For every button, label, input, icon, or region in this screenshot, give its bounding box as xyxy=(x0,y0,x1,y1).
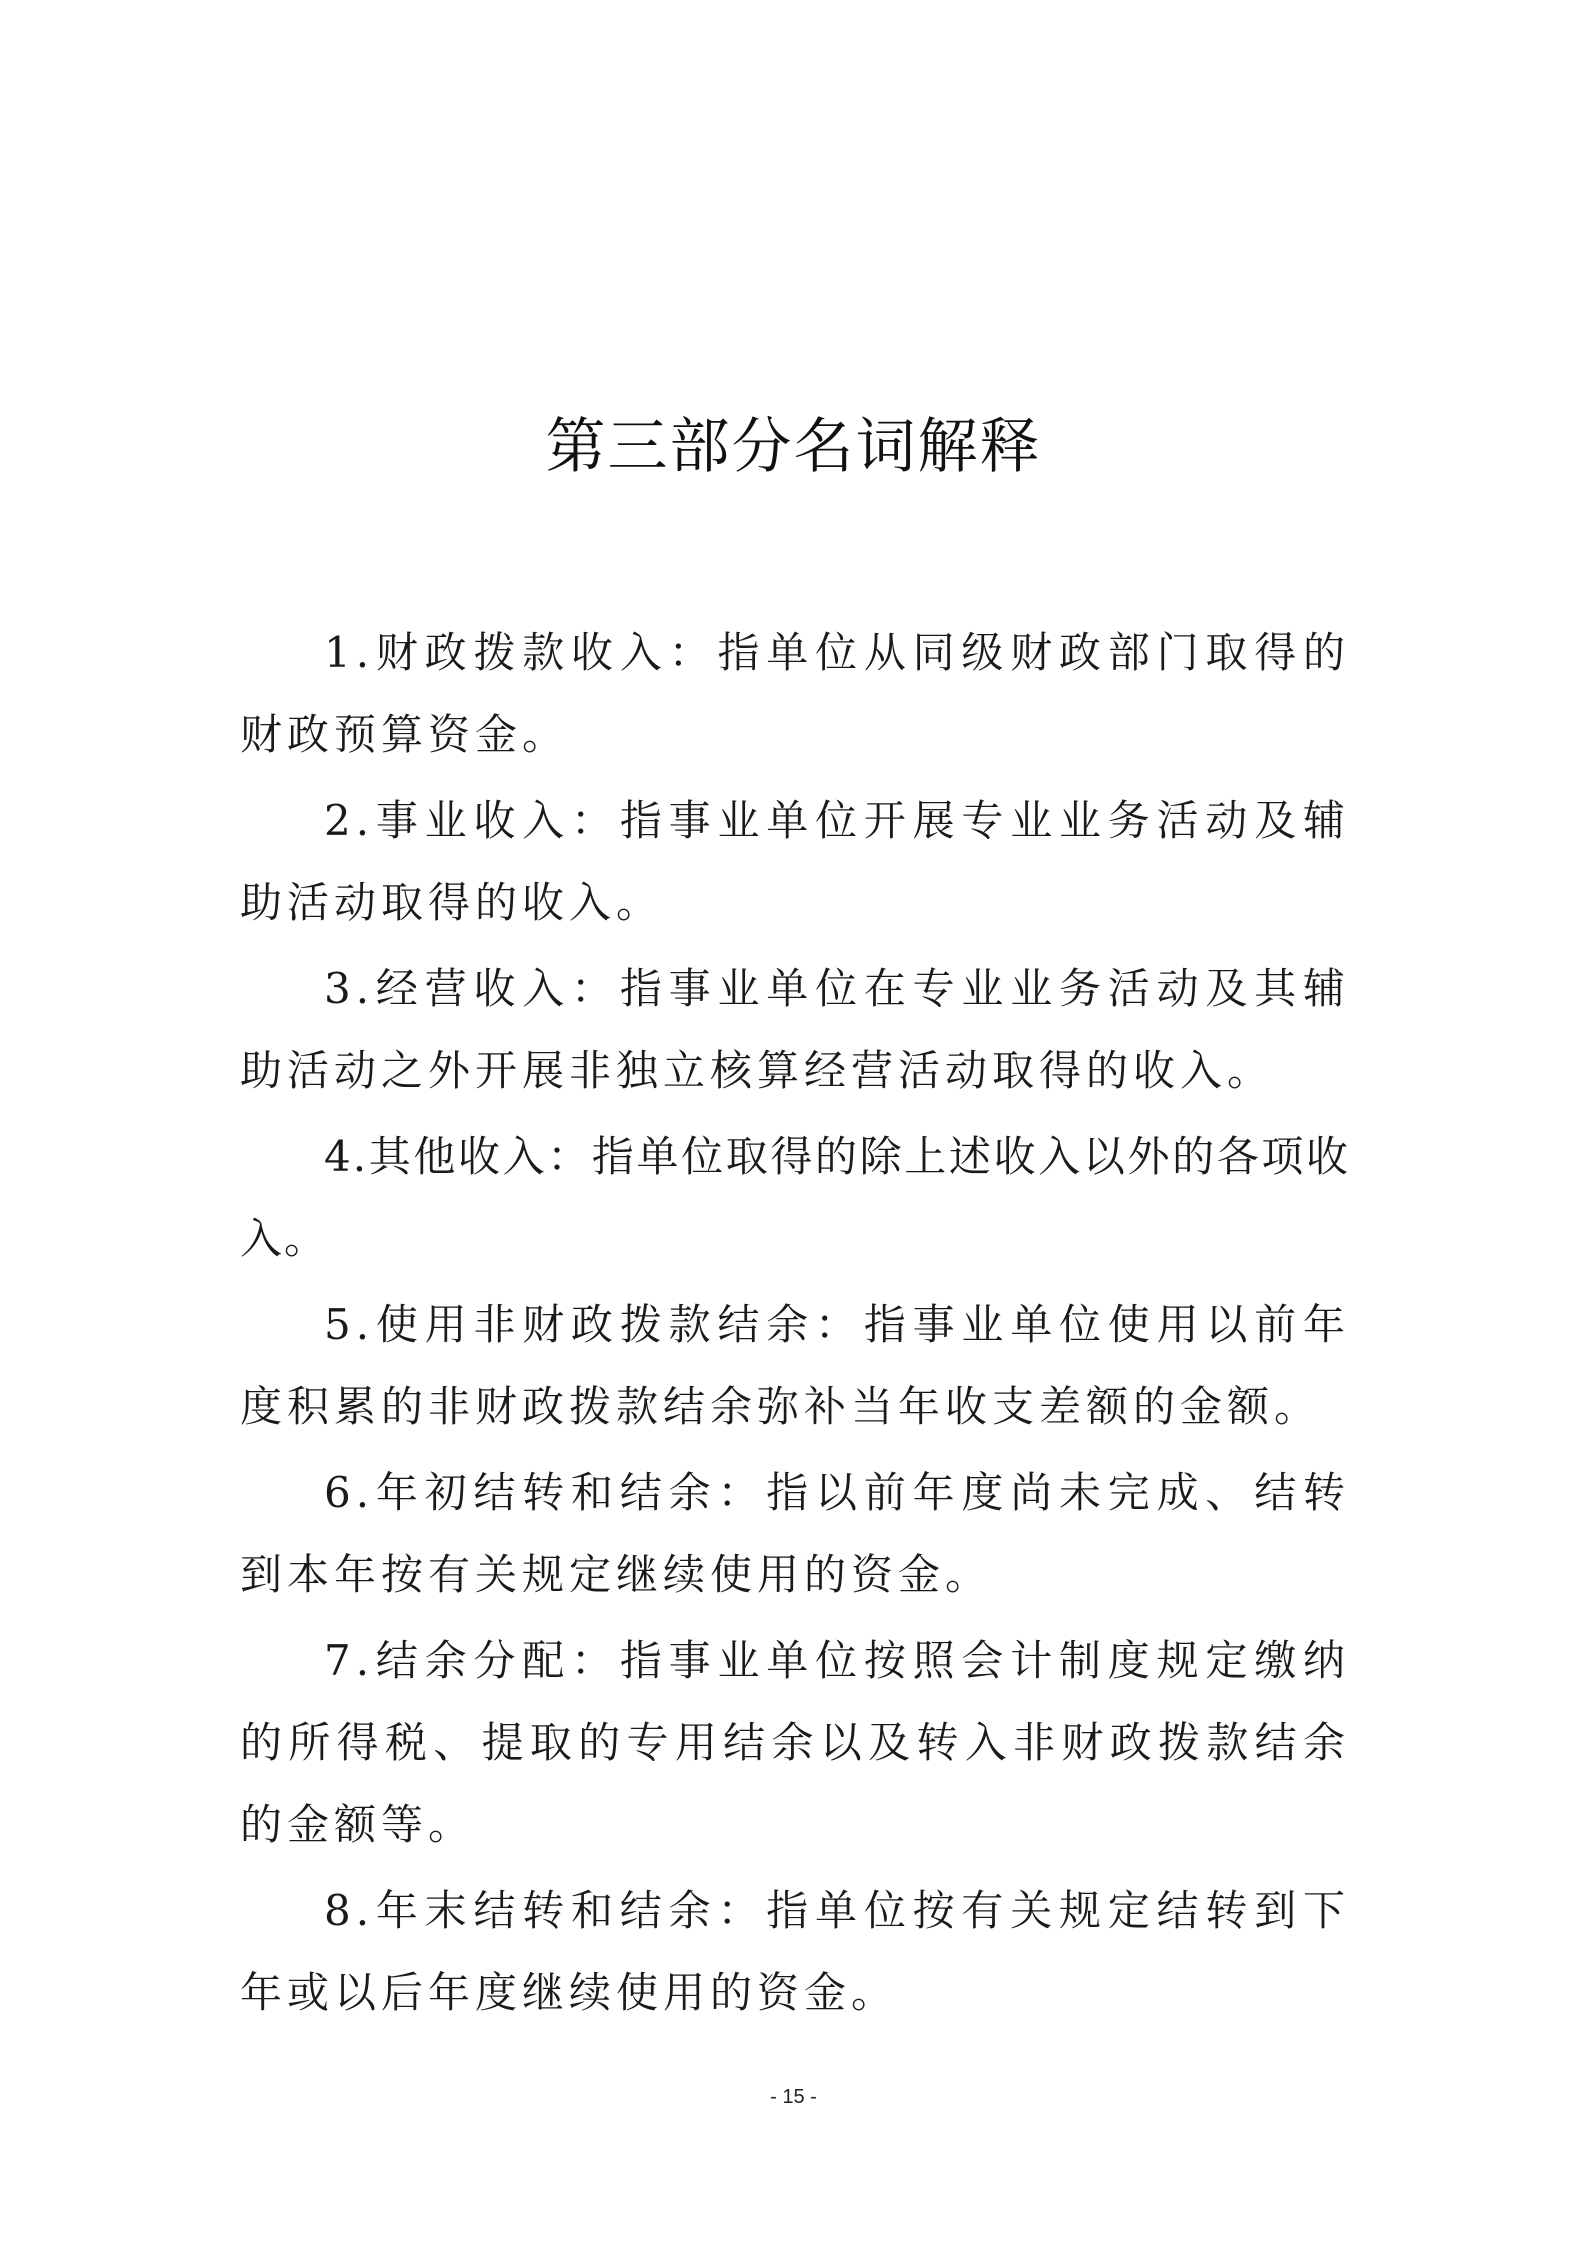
page-title: 第三部分名词解释 xyxy=(545,412,1042,482)
definition-item-6: 6.年初结转和结余：指以前年度尚未完成、结转到本年按有关规定继续使用的资金。 xyxy=(240,1468,1350,1599)
definition-item-2: 2.事业收入：指事业单位开展专业业务活动及辅助活动取得的收入。 xyxy=(240,796,1350,927)
definition-item-7: 7.结余分配：指事业单位按照会计制度规定缴纳的所得税、提取的专用结余以及转入非财政拨款结余的金额等。 xyxy=(240,1636,1350,1849)
definition-item-5: 5.使用非财政拨款结余：指事业单位使用以前年度积累的非财政拨款结余弥补当年收支差额的金额。 xyxy=(240,1300,1350,1431)
definition-item-1: 1.财政拨款收入：指单位从同级财政部门取得的财政预算资金。 xyxy=(240,628,1350,759)
definition-item-8: 8.年末结转和结余：指单位按有关规定结转到下年或以后年度继续使用的资金。 xyxy=(240,1886,1350,2017)
definition-item-4: 4.其他收入：指单位取得的除上述收入以外的各项收入。 xyxy=(240,1132,1350,1263)
definition-list xyxy=(240,612,1350,2038)
page-number: - 15 - xyxy=(770,2086,817,2108)
definition-item-3: 3.经营收入：指事业单位在专业业务活动及其辅助活动之外开展非独立核算经营活动取得的收入。 xyxy=(240,964,1350,1095)
